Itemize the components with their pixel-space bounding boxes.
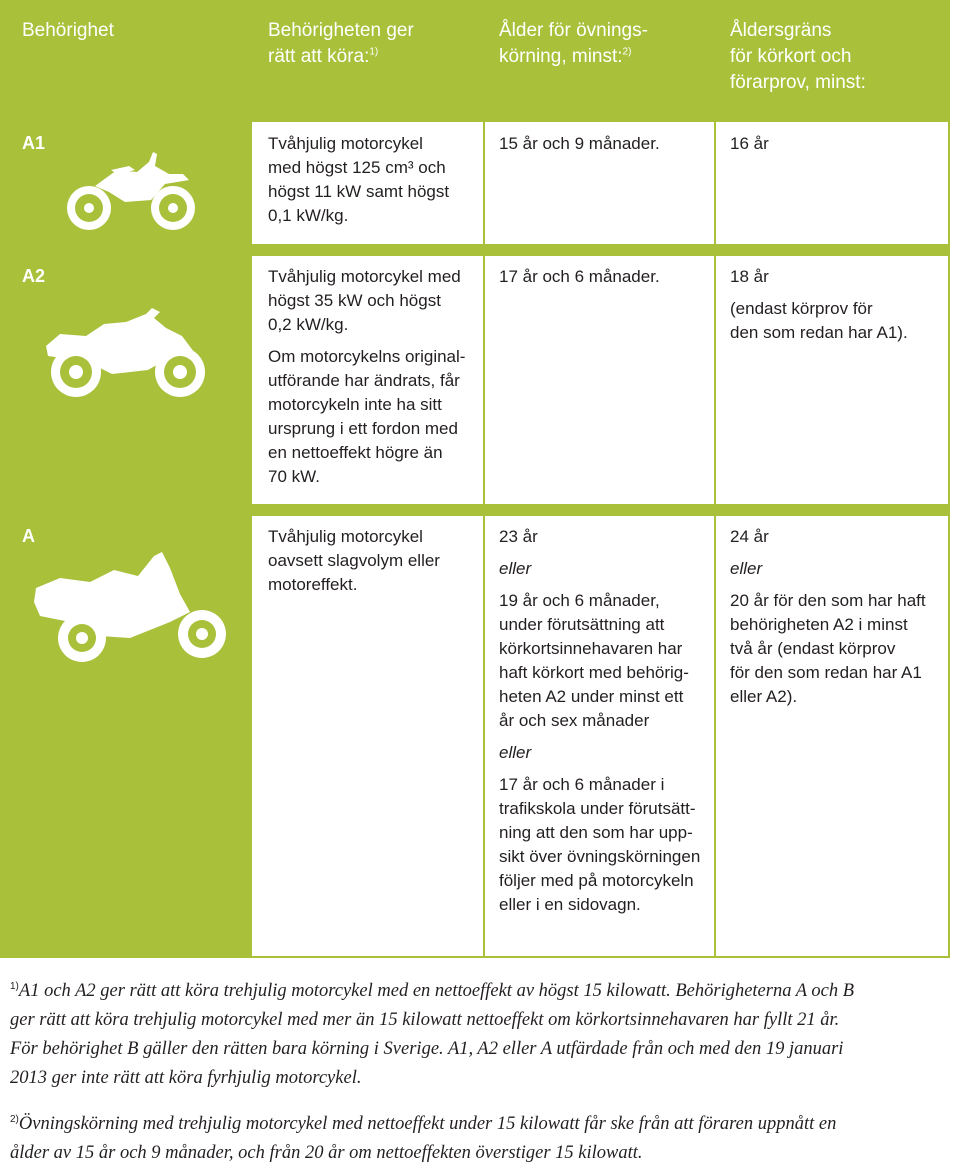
row-label-a1: A1 bbox=[22, 133, 46, 153]
row-divider bbox=[0, 244, 950, 256]
footnote-2: $^{2)}$Övningskörning med trehjulig motorcykel med nettoeffekt under 15 kilowatt får ske från att föraren uppnått en ålder av 15 år och 9 månader, och från 20 år om nettoeffekten överstiger 15 kilowatt. bbox=[10, 1113, 837, 1163]
motorcycle-heavy-icon bbox=[30, 552, 230, 664]
table-right-border bbox=[948, 0, 950, 958]
rights-a2: Tvåhjulig motorcykel med högst 35 kW och högst 0,2 kW/kg. Om motorcykelns original- utförande har ändrats, får motorcykeln inte ha sitt ursprung i ett fordon med en nettoeffekt högre än 70 kW. bbox=[268, 267, 466, 486]
header-col-category: Behörighet bbox=[22, 20, 114, 41]
row-label-a2: A2 bbox=[22, 266, 46, 286]
license-age-a: 24 år eller 20 år för den som har haft behörigheten A2 i minst två år (endast körprov för den som redan har A1 eller A2). bbox=[730, 527, 926, 706]
license-age-a1: 16 år bbox=[730, 134, 769, 153]
rights-a: Tvåhjulig motorcykel oavsett slagvolym eller motoreffekt. bbox=[268, 527, 440, 594]
row-label-a: A bbox=[22, 526, 35, 546]
footnote-1: $^{1)}$A1 och A2 ger rätt att köra trehjulig motorcykel med en nettoeffekt av högst 15 kilowatt. Behörigheterna A och B ger rätt att köra trehjulig motorcykel med mer än 15 kilowatt nettoeffekt om körkortsinnehavaren har fyllt 21 år. För behörighet B gäller den rätten bara körning i Sverige. A1, A2 eller A utfärdade från och med den 19 januari 2013 ger inte rätt att köra fyrhjulig motorcykel. bbox=[10, 980, 854, 1088]
practice-age-a2: 17 år och 6 månader. bbox=[499, 267, 660, 286]
header-col-practice-age: Ålder för övnings- körning, minst:$^{2)}$ bbox=[499, 20, 648, 67]
practice-age-a1: 15 år och 9 månader. bbox=[499, 134, 660, 153]
motorcycle-touring-icon bbox=[42, 306, 210, 398]
rights-a1: Tvåhjulig motorcykel med högst 125 cm³ och högst 11 kW samt högst 0,1 kW/kg. bbox=[268, 134, 450, 225]
motorcycle-offroad-icon bbox=[65, 148, 200, 236]
table-bottom-border bbox=[0, 956, 950, 958]
header-col-license-age: Åldersgräns för körkort och förarprov, minst: bbox=[730, 20, 866, 93]
practice-age-a: 23 år eller 19 år och 6 månader, under förutsättning att körkortsinnehavaren har haft körkort med behörig- heten A2 under minst ett år och sex månader eller 17 år och 6 månader i trafikskola under förutsätt- ning att den som har upp- sikt över övningskörningen följer med på motorcykeln eller i en sidovagn. bbox=[499, 527, 701, 914]
header-col-rights: Behörigheten ger rätt att köra:$^{1)}$ bbox=[268, 20, 414, 67]
row-divider bbox=[0, 504, 950, 516]
license-age-a2: 18 år (endast körprov för den som redan har A1). bbox=[730, 267, 908, 342]
